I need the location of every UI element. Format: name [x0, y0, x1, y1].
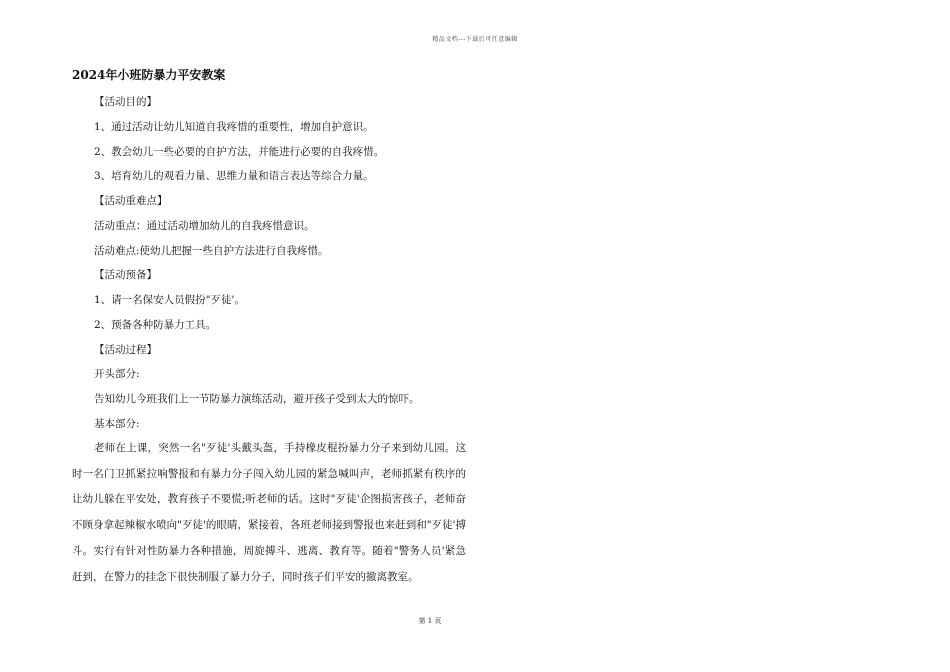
key-point-focus: 活动重点：通过活动增加幼儿的自我疼惜意识。 — [94, 220, 315, 232]
preparation-item-2: 2、预备各种防暴力工具。 — [94, 319, 217, 331]
preparation-item-1: 1、请一名保安人员假扮"歹徒'。 — [94, 294, 245, 306]
section-heading-preparation: 【活动预备】 — [94, 269, 157, 281]
section-heading-key-points: 【活动重难点】 — [94, 195, 168, 207]
document-title: 2024年小班防暴力平安教案 — [72, 68, 226, 82]
section-heading-process: 【活动过程】 — [94, 344, 157, 356]
goal-item-1: 1、通过活动让幼儿知道自我疼惜的重要性，增加自护意识。 — [94, 121, 374, 133]
goal-item-3: 3、培育幼儿的观看力量、思维力量和语言表达等综合力量。 — [94, 170, 374, 182]
process-opening-text: 告知幼儿今班我们上一节防暴力演练活动，避开孩子受到太大的惊吓。 — [94, 393, 420, 405]
key-point-difficulty: 活动难点:使幼儿把握一些自护方法进行自我疼惜。 — [94, 245, 329, 257]
page-number: 第 1 页 — [418, 617, 442, 625]
process-main-paragraph: 老师在上课，突然一名"歹徒'头戴头盔，手持橡皮棍扮暴力分子来到幼儿园。这时一名门卫抓紧拉响警报和有暴力分子闯入幼儿园的紧急喊叫声，老师抓紧有秩序的让幼儿躲在平安处，教育孩子不要慌;听老师的话。这时"歹徒'企图损害孩子，老师奋不顾身拿起辣椒水喷向"歹徒'的眼睛，紧接着，各班老师接到警报也来赶到和"歹徒'搏斗。实行有针对性防暴力各种措施，周旋搏斗、逃离、教育等。随着"警务人员'紧急赶到，在警力的挂念下很快制服了暴力分子，同时孩子们平安的撤离教室。 — [72, 442, 466, 583]
process-opening-label: 开头部分: — [94, 368, 140, 380]
section-heading-goals: 【活动目的】 — [94, 96, 157, 108]
header-note: 精品文档---下载后可任意编辑 — [432, 36, 518, 43]
goal-item-2: 2、教会幼儿一些必要的自护方法，并能进行必要的自我疼惜。 — [94, 146, 385, 158]
process-main-label: 基本部分: — [94, 418, 140, 430]
